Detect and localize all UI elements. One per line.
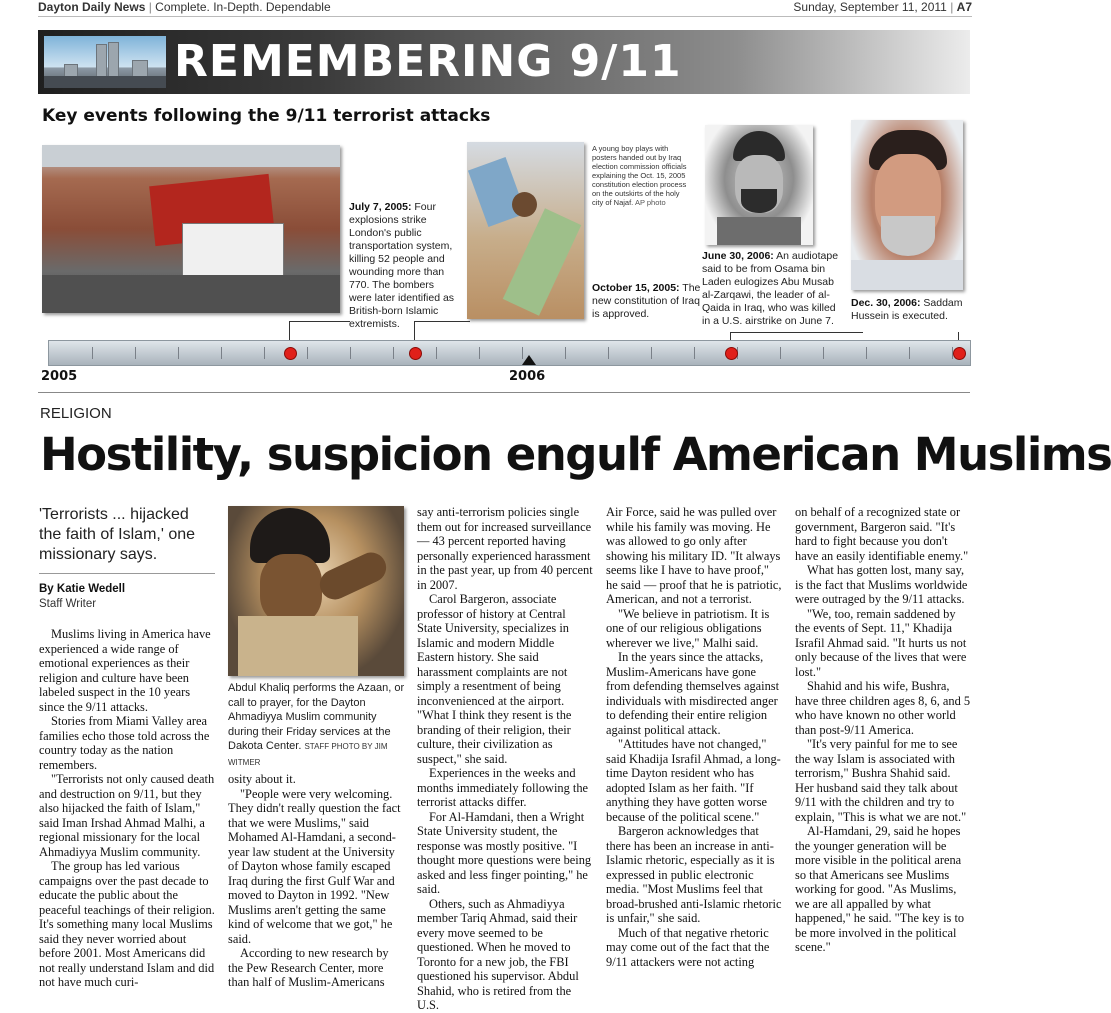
photo-credit: STAFF PHOTO BY JIM WITMER [228,742,388,767]
event-date: Dec. 30, 2006: [851,297,921,309]
article-paragraph: Stories from Miami Valley area families echo those told across the country today as the nation remembers. [39,714,210,772]
event-caption-iraq-constitution [592,282,702,321]
article-paragraph: What has gotten lost, many say, is the fact that Muslims worldwide were outraged by the 9/11 attacks. [795,563,968,606]
publication-name: Dayton Daily News [38,0,146,14]
article-column-4 [606,505,782,999]
article-paragraph: Air Force, said he was pulled over while his family was moving. He was allowed to go only after showing his military ID. "It always seems like I have to have proof," he said — proof that he is patriotic, American, and not a terrorist. [606,505,782,606]
article-paragraph: According to new research by the Pew Research Center, more than half of Muslim-Americans [228,946,389,989]
event-date: October 15, 2005: [592,282,680,294]
section-divider [38,392,970,393]
event-text: Four explosions strike London's public transportation system, killing 52 people and wounding more than 770. The bombers were later identified as British-born Islamic extremists. [349,201,455,330]
event-date: June 30, 2006: [702,250,774,262]
deck-divider [39,573,215,574]
article-paragraph: Carol Bargeron, associate professor of history at Central State University, specializes in Islamic and modern Middle Eastern history. She said harassment complaints are not simply a resentment of being inconvenienced at the airport. "What I think they resent is the branding of their religion, their culture, their civilization as suspect," she said. [417,592,572,766]
article-column-3 [417,505,593,1012]
event-caption-zarqawi [702,250,840,328]
timeline-marker-july-2005 [284,347,297,360]
article-paragraph: Shahid and his wife, Bushra, have three children ages 8, 6, and 5 who have known no other world than post-9/11 America. [795,679,971,737]
issue-date: Sunday, September 11, 2011 [793,0,947,14]
iraqi-boy-posters-photo [467,142,584,319]
page-number: A7 [956,0,972,14]
banner-title: REMEMBERING 9/11 [174,36,682,87]
photo-credit: AP photo [634,198,666,207]
timeline-heading: Key events following the 9/11 terrorist attacks [42,106,491,126]
year-label-2006: 2006 [509,369,546,384]
event-date: July 7, 2005: [349,201,412,213]
article-paragraph: on behalf of a recognized state or government, Bargeron said. "It's hard to fight because you don't have an easily identifiable enemy." [795,505,969,563]
zarqawi-portrait-photo [705,125,813,245]
event-text: The new constitution of Iraq is approved. [592,282,701,320]
event-caption-saddam [851,297,966,323]
byline: By Katie Wedell [39,583,126,595]
article-paragraph: Bargeron acknowledges that there has been an increase in anti-Islamic rhetoric, especially as it is expressed in public electronic media. "Most Muslims feel that broad-brushed anti-Islamic rhetoric is unfair," she said. [606,824,782,925]
remembering-banner [38,30,970,94]
section-label: RELIGION [40,405,112,422]
article-deck: 'Terrorists ... hijacked the faith of Islam,' one missionary says. [39,506,196,563]
twin-towers-photo [44,36,166,88]
article-column-5 [795,505,971,999]
article-column-2 [228,772,405,999]
article-paragraph: say anti-terrorism policies single them out for increased surveillance — 43 percent reported having personally experienced harassment in the past year, up from 40 percent in 2007. [417,505,593,592]
event-text: Saddam Hussein is executed. [851,297,963,322]
timeline-marker-june-2006 [725,347,738,360]
article-paragraph: "People were very welcoming. They didn't really question the fact that we were Muslims," said Mohamed Al-Hamdani, a second-year law student at the University of Dayton whose family escaped Iraq during the first Gulf War and moved to Dayton in 1992. "New Muslims aren't getting the same kind of welcome that we got," he said. [228,786,401,946]
article-paragraph: The group has led various campaigns over the past decade to educate the public about the peaceful teachings of their religion. It's something many local Muslims said they never worried about before 2001. Most Americans did not really understand Islam and did not have much curi- [39,859,215,989]
abdul-khaliq-photo [228,506,404,676]
publication-tagline: Complete. In-Depth. Dependable [155,0,331,14]
event-caption-london [349,201,459,331]
timeline-marker-dec-2006 [953,347,966,360]
saddam-portrait-photo [851,120,963,290]
london-bombing-photo [42,145,340,313]
article-paragraph: "We believe in patriotism. It is one of our religious obligations wherever we live," Malhi said. [606,606,770,650]
article-paragraph: Muslims living in America have experienced a wide range of emotional experiences as their religion and culture have been labeled suspect in the 10 years since the 9/11 attacks. [39,627,211,714]
timeline-bar [48,340,971,366]
year-label-2005: 2005 [41,369,78,384]
byline-title: Staff Writer [39,598,97,610]
event-text: An audiotape said to be from Osama bin Laden eulogizes Abu Musab al-Zarqawi, the leader of al-Qaida in Iraq, who was killed in a U.S. airstrike on June 7. [702,250,839,327]
timeline-marker-oct-2005 [409,347,422,360]
masthead: Dayton Daily News | Complete. In-Depth. Dependable Sunday, September 11, 2011 | A7 [38,0,972,17]
article-paragraph: Al-Hamdani, 29, said he hopes the younger generation will be more visible in the political arena so that Americans see Muslims working for good. "As Muslims, we are all appalled by what happened," he said. "The key is to be more involved in the political scene." [795,824,965,954]
article-paragraph: In the years since the attacks, Muslim-Americans have gone from defending themselves against individuals with misdirected anger to defending their entire religion against political attack. [606,650,780,737]
article-headline: Hostility, suspicion engulf American Muslims [40,428,1111,481]
boy-photo-caption: A young boy plays with posters handed out by Iraq election commission officials explaining the Oct. 15, 2005 constitution election process on the outskirts of the holy city of Najaf. AP photo [592,144,687,207]
article-paragraph: "It's very painful for me to see the way Islam is associated with terrorism," Bushra Shahid said. Her husband said they talk about 9/11 with the children and try to explain, "This is what we are not." [795,737,967,824]
article-paragraph: Much of that negative rhetoric may come out of the fact that the 9/11 attackers were not acting [606,925,770,969]
photo-caption: Abdul Khaliq performs the Azaan, or call to prayer, for the Dayton Ahmadiyya Muslim community during their Friday services at the Dakota Center. STAFF PHOTO BY JIM WITMER [228,682,405,767]
article-column-1 [39,627,215,999]
article-paragraph: "Terrorists not only caused death and destruction on 9/11, but they also hijacked the faith of Islam," said Iman Irshad Ahmad Malhi, a regional missionary for the local Ahmadiyya Muslim community. [39,772,215,859]
article-paragraph: Experiences in the weeks and months immediately following the terrorist attacks differ. [417,766,589,809]
article-paragraph: "Attitudes have not changed," said Khadija Israfil Ahmad, a long-time Dayton resident who has adopted Islam as her faith. "If anything they have gotten worse because of the political scene." [606,737,781,824]
article-paragraph: Others, such as Ahmadiyya member Tariq Ahmad, said their every move seemed to be questioned. When he moved to Toronto for a new job, the FBI questioned his supervisor. Abdul Shahid, who is retired from the U.S. [417,896,579,1012]
article-paragraph: osity about it. [228,772,296,786]
article-paragraph: For Al-Hamdani, then a Wright State University student, the response was mostly positive. "I thought more questions were being asked and less finger pointing," he said. [417,809,592,896]
article-paragraph: "We, too, remain saddened by the events of Sept. 11," Khadija Israfil Ahmad said. "It hurts us not only because of the lives that were lost." [795,606,967,679]
year-marker-arrow-icon [522,355,536,365]
